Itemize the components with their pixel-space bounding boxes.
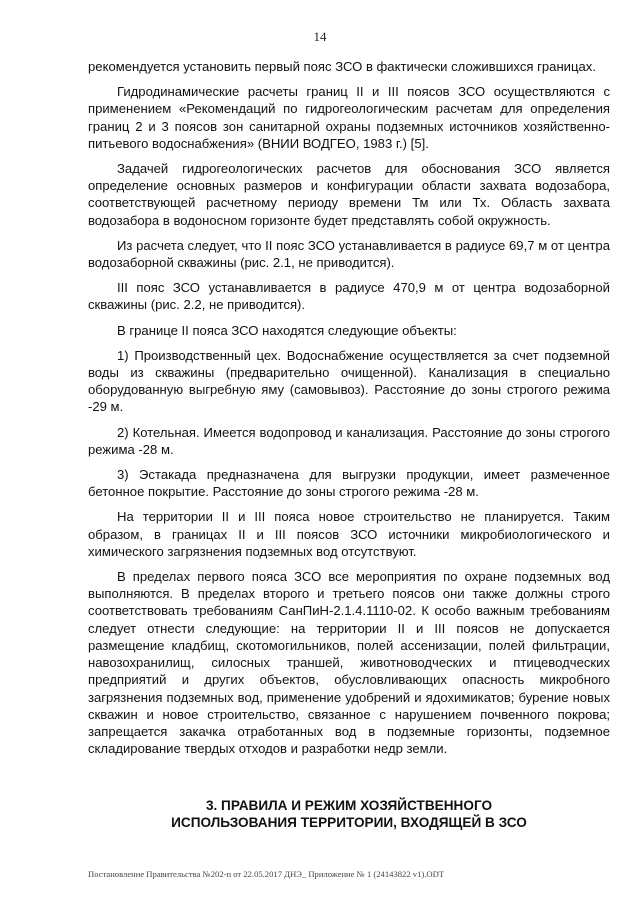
- list-item-production-shop: 1) Производственный цех. Водоснабжение осуществляется за счет подземной воды из скважины (предварительно очищенной). Канализация в специально оборудованную выгребную яму (самовывоз). Расстояние до зоны строгого режима -29 м.: [88, 347, 610, 415]
- page-number: 14: [313, 29, 327, 44]
- paragraph-requirements: В пределах первого пояса ЗСО все мероприятия по охране подземных вод выполняются. В пределах второго и третьего поясов они также должны строго соответствовать требованиям СанПиН-2.1.4.1110-02. К особо важным требованиям следует отнести следующие: на территории II и III поясов не допускается размещение кладбищ, скотомогильников, полей ассенизации, полей фильтрации, навозохранилищ, силосных траншей, животноводческих и птицеводческих предприятий и других объектов, обусловливающих опасность микробного загрязнения подземных вод, применение удобрений и ядохимикатов; бурение новых скважин и новое строительство, связанное с нарушением почвенного покрова; запрещается закачка отработанных вод в подземные горизонты, подземное складирование твердых отходов и разработки недр земли.: [88, 569, 610, 757]
- section-heading-line-1: 3. ПРАВИЛА И РЕЖИМ ХОЗЯЙСТВЕННОГО: [205, 798, 493, 813]
- paragraph-zone-3-radius: III пояс ЗСО устанавливается в радиусе 470,9 м от центра водозаборной скважины (рис. 2.2, не приводится).: [88, 280, 610, 313]
- paragraph-hydrodynamic-calculations: Гидродинамические расчеты границ II и III поясов ЗСО осуществляются с применением «Рекомендаций по гидрогеологическим расчетам для определения границ 2 и 3 поясов зон санитарной охраны подземных источников хозяйственно-питьевого водоснабжения» (ВНИИ ВОДГЕО, 1983 г.) [5].: [88, 84, 610, 151]
- paragraph-continuation: рекомендуется установить первый пояс ЗСО в фактически сложившихся границах.: [88, 59, 596, 74]
- section-heading: [88, 797, 610, 831]
- list-item-boiler-house: 2) Котельная. Имеется водопровод и канализация. Расстояние до зоны строгого режима -28 м.: [88, 424, 610, 457]
- paragraph-objects-intro: В границе II пояса ЗСО находятся следующие объекты:: [117, 322, 457, 338]
- list-item-overpass: 3) Эстакада предназначена для выгрузки продукции, имеет размеченное бетонное покрытие. Расстояние до зоны строгого режима -28 м.: [88, 467, 610, 500]
- section-heading-line-2: ИСПОЛЬЗОВАНИЯ ТЕРРИТОРИИ, ВХОДЯЩЕЙ В ЗСО: [171, 815, 527, 830]
- document-body: [88, 58, 610, 765]
- page-footer: Постановление Правительства №202-п от 22.05.2017 ДНЭ_ Приложение № 1 (24143822 v1).ODT: [88, 869, 445, 879]
- paragraph-zone-2-radius: Из расчета следует, что II пояс ЗСО устанавливается в радиусе 69,7 м от центра водозаборной скважины (рис. 2.1, не приводится).: [88, 237, 610, 271]
- paragraph-task: Задачей гидрогеологических расчетов для обоснования ЗСО является определение основных размеров и конфигурации области захвата водозабора, соответствующей расчетному периоду времени Тм или Тх. Область захвата водозабора в водоносном горизонте будет представлять собой окружность.: [88, 161, 610, 228]
- paragraph-no-construction: На территории II и III пояса новое строительство не планируется. Таким образом, в границах II и III поясов ЗСО источники микробиологического и химического загрязнения подземных вод отсутствуют.: [88, 509, 610, 559]
